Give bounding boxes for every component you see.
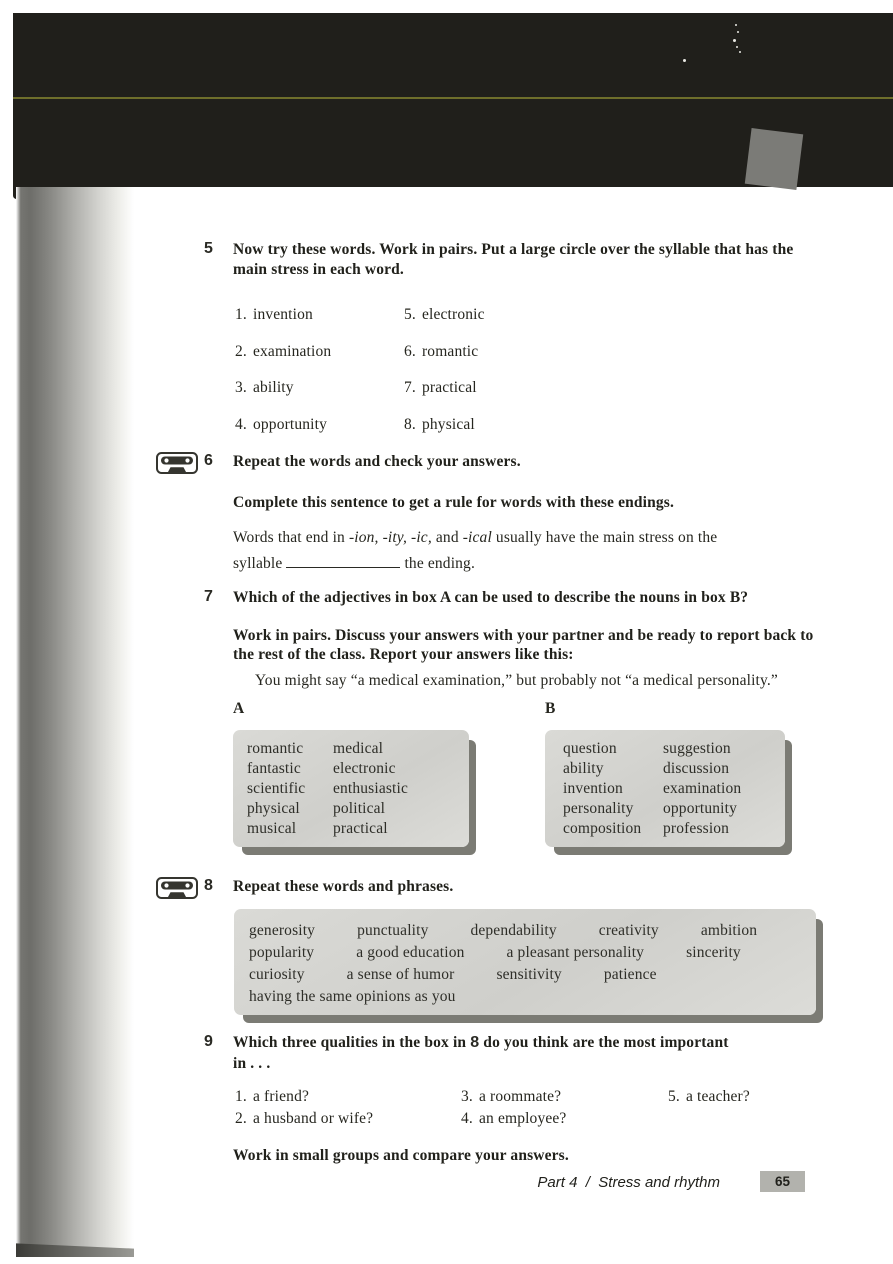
- box-word: curiosity: [249, 965, 305, 983]
- box-8-reference: 8: [470, 1033, 480, 1051]
- item-number: 8.: [404, 415, 416, 433]
- box-word: enthusiastic: [333, 780, 408, 797]
- list-item: [404, 407, 485, 444]
- exercise-6-number: 6: [204, 452, 214, 469]
- scan-speck: [733, 39, 736, 42]
- exercise-5-word-list: [235, 297, 818, 443]
- box-word: dependability: [470, 921, 557, 939]
- fill-in-blank-line: [286, 554, 400, 568]
- exercise-7-example: You might say “a medical examination,” but probably not “a medical personality.”: [255, 671, 778, 689]
- box-word: ability: [563, 760, 604, 777]
- exercise-6-rule: [233, 525, 818, 577]
- box-word: scientific: [247, 780, 306, 797]
- word-list-column-1: [235, 297, 404, 443]
- item-number: 4.: [461, 1110, 473, 1127]
- box-word: composition: [563, 820, 642, 837]
- box-word: examination: [663, 780, 742, 797]
- box-row: [247, 739, 469, 759]
- rule-text: the ending.: [400, 555, 475, 572]
- rule-text: Words that end in: [233, 529, 349, 546]
- item-word: electronic: [422, 306, 485, 323]
- box-word: having the same opinions as you: [249, 987, 456, 1005]
- item-number: 5.: [668, 1087, 680, 1105]
- box-word: a sense of humor: [346, 965, 455, 983]
- item-word: opportunity: [253, 415, 327, 433]
- exercise-9: [204, 1032, 818, 1166]
- exercise-8-number: 8: [204, 877, 214, 894]
- item-number: 4.: [235, 415, 247, 433]
- exercise-7-instruction: Which of the adjectives in box A can be used to describe the nouns in box B?: [233, 589, 749, 606]
- exercise-6-instruction: Repeat the words and check your answers.: [233, 453, 521, 470]
- rule-line-2: [233, 551, 818, 577]
- book-spine-shadow: [16, 187, 134, 1255]
- instruction-text: Which three qualities in the box in: [233, 1033, 471, 1051]
- scan-speck: [737, 31, 739, 33]
- box-word: musical: [247, 820, 297, 837]
- box-word: generosity: [249, 921, 316, 939]
- box-word: popularity: [249, 943, 315, 961]
- box-row: [563, 759, 785, 779]
- box-word: punctuality: [357, 921, 429, 939]
- item-word: examination: [253, 342, 332, 360]
- box-word: patience: [603, 965, 657, 983]
- exercise-6: [204, 452, 818, 577]
- rule-text: syllable: [233, 555, 287, 572]
- item-number: 2.: [235, 1110, 247, 1127]
- instruction-text: do you think are the most important: [479, 1033, 729, 1051]
- scan-speck: [683, 59, 686, 62]
- box-word: personality: [563, 800, 634, 817]
- item-text: a friend?: [253, 1087, 309, 1105]
- item-number: 6.: [404, 342, 416, 360]
- scan-speck: [736, 46, 738, 48]
- box-row: [249, 964, 816, 986]
- box-word: discussion: [663, 760, 730, 777]
- item-number: 2.: [235, 342, 247, 360]
- exercise-9-instruction-line-2: in . . .: [233, 1054, 271, 1072]
- scan-speck: [739, 51, 741, 53]
- item-text: a husband or wife?: [253, 1110, 374, 1127]
- item-word: physical: [422, 415, 475, 433]
- item-word: practical: [422, 379, 477, 396]
- exercise-7-subinstruction: Work in pairs. Discuss your answers with your partner and be ready to report back to the rest of the class. Report your answers like this:: [233, 626, 814, 663]
- box-row: [247, 779, 469, 799]
- list-item: [235, 1108, 461, 1131]
- list-item: [404, 370, 485, 407]
- rule-endings-italic: -ical: [462, 529, 492, 546]
- exercise-5-number: 5: [204, 240, 214, 257]
- item-text: a teacher?: [686, 1087, 750, 1105]
- box-word: physical: [247, 800, 300, 817]
- page-content: [204, 187, 818, 1165]
- list-item: [461, 1086, 668, 1109]
- box-row: [563, 739, 785, 759]
- list-item: [404, 334, 485, 371]
- scan-gray-patch: [745, 128, 803, 190]
- qualities-box-wrap: [233, 909, 818, 1027]
- item-word: ability: [253, 379, 294, 396]
- cassette-icon: [156, 877, 198, 899]
- rule-text: and: [431, 529, 463, 546]
- box-b-label: B: [545, 700, 556, 717]
- box-word: creativity: [598, 921, 659, 939]
- item-number: 3.: [461, 1087, 473, 1105]
- exercise-9-number: 9: [204, 1032, 214, 1050]
- box-word: medical: [333, 740, 384, 757]
- word-list-column-2: [404, 297, 485, 443]
- box-word: a pleasant personality: [506, 943, 645, 961]
- box-row: [249, 986, 816, 1008]
- box-word: ambition: [700, 921, 758, 939]
- exercise-6-subinstruction: Complete this sentence to get a rule for words with these endings.: [233, 493, 674, 511]
- rule-endings-italic: -ion, -ity, -ic,: [348, 529, 432, 546]
- box-row: [563, 799, 785, 819]
- rule-text: usually have the main stress on the: [491, 529, 718, 546]
- qualities-box: [234, 909, 816, 1015]
- exercise-5: [204, 240, 818, 443]
- box-row: [563, 779, 785, 799]
- item-number: 3.: [235, 379, 247, 396]
- item-number: 7.: [404, 379, 416, 396]
- exercise-9-list: [235, 1086, 818, 1131]
- list-item: [235, 334, 404, 371]
- box-row: [247, 759, 469, 779]
- exercise-5-instruction: Now try these words. Work in pairs. Put a large circle over the syllable that has the main stress in each word.: [233, 241, 794, 278]
- list-item: [668, 1086, 818, 1109]
- box-a-adjectives: [233, 730, 469, 847]
- adjective-noun-boxes: [233, 728, 818, 856]
- olive-scan-line: [13, 97, 893, 99]
- list-item: [235, 407, 404, 444]
- exercise-8-instruction: Repeat these words and phrases.: [233, 878, 454, 895]
- scan-speck: [735, 24, 737, 26]
- box-row: [247, 799, 469, 819]
- footer-section-label: Part 4 / Stress and rhythm: [537, 1174, 720, 1191]
- list-item: [235, 297, 404, 334]
- box-row: [563, 819, 785, 839]
- box-word: invention: [563, 780, 623, 797]
- box-word: a good education: [356, 943, 465, 961]
- box-a-label: A: [233, 700, 245, 717]
- item-number: 1.: [235, 306, 247, 323]
- exercise-9-instruction-line-1: [233, 1033, 818, 1053]
- box-word: practical: [333, 820, 388, 837]
- item-text: a roommate?: [479, 1087, 562, 1105]
- box-word: suggestion: [663, 740, 731, 757]
- box-word: electronic: [333, 760, 396, 777]
- exercise-9-closing: Work in small groups and compare your answers.: [233, 1146, 569, 1164]
- list-item: [404, 297, 485, 334]
- box-labels: [233, 700, 818, 720]
- box-word: political: [333, 800, 386, 817]
- box-word: opportunity: [663, 800, 737, 817]
- list-item: [461, 1108, 668, 1131]
- page-number-badge: [760, 1171, 805, 1192]
- page-number: 65: [774, 1174, 791, 1189]
- box-word: sensitivity: [496, 965, 562, 983]
- cassette-icon: [156, 452, 198, 474]
- exercise-8: [204, 877, 818, 1027]
- item-number: 1.: [235, 1087, 247, 1105]
- item-text: an employee?: [479, 1110, 567, 1127]
- item-number: 5.: [404, 306, 416, 323]
- item-word: romantic: [422, 342, 479, 360]
- box-word: romantic: [247, 740, 304, 757]
- list-item: [235, 1086, 461, 1109]
- list-item-empty: [668, 1108, 818, 1131]
- box-b-nouns: [545, 730, 785, 847]
- box-word: sincerity: [686, 943, 741, 961]
- box-word: question: [563, 740, 617, 757]
- exercise-7: [204, 588, 818, 856]
- list-item: [235, 370, 404, 407]
- rule-line-1: [233, 525, 818, 551]
- box-word: profession: [663, 820, 730, 837]
- box-row: [249, 920, 816, 942]
- scan-black-band: [13, 13, 893, 187]
- box-word: fantastic: [247, 760, 301, 777]
- box-row: [247, 819, 469, 839]
- exercise-7-number: 7: [204, 588, 214, 605]
- box-row: [249, 942, 816, 964]
- item-word: invention: [253, 306, 313, 323]
